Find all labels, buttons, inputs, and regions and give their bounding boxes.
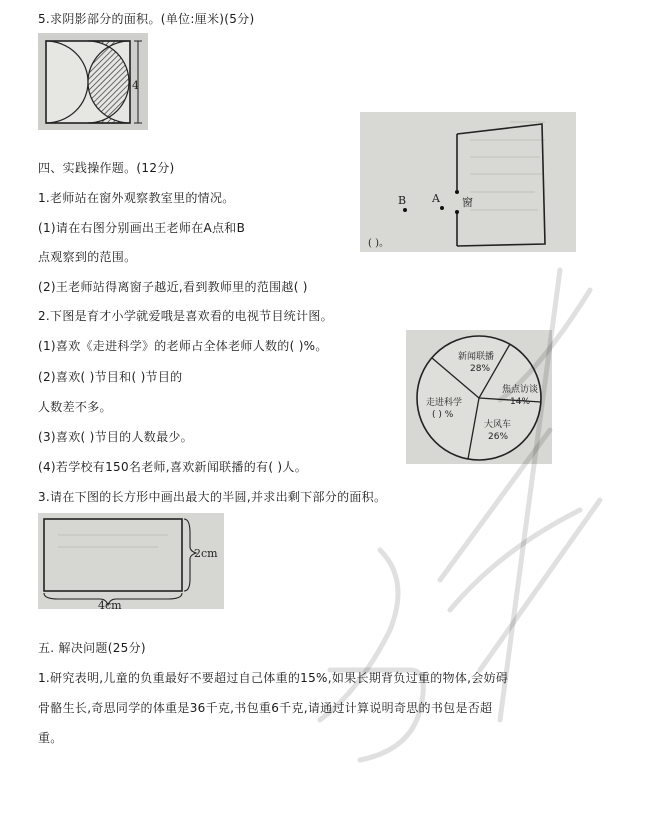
pie-slice-label-2: 大风车 [484,420,512,430]
label-window: 窗 [462,196,473,209]
section4-heading: 四、实践操作题。(12分) [38,161,175,175]
window-point-top [455,190,459,194]
pie-slice-label-0: 新闻联播 [458,352,495,362]
s5-q1-line2: 骨骼生长,奇思同学的体重是36千克,书包重6千克,请通过计算说明奇思的书包是否超 [38,701,493,715]
rectangle-figure-svg [38,513,224,609]
pie-slice-value-1: 14% [510,397,531,407]
s4-q2-sub2-line1: (2)喜欢( )节目和( )节目的 [38,370,183,384]
s4-q1-sub1-line1: (1)请在右图分别画出王老师在A点和B [38,221,246,235]
label-a: A [432,192,440,205]
q3-rectangle [44,519,182,591]
point-a [440,206,444,210]
s4-q2-sub1: (1)喜欢《走进科学》的老师占全体老师人数的( )%。 [38,339,328,353]
s4-q2-sub4: (4)若学校有150名老师,喜欢新闻联播的有( )人。 [38,460,307,474]
q5-figure [38,33,148,130]
pie-slice-label-3: 走进科学 [426,398,463,408]
q5-title: 5.求阴影部分的面积。(单位:厘米)(5分) [38,12,255,26]
pie-slice-value-3: ( ) % [432,410,454,420]
s4-q2-text: 2.下图是育才小学就爱哦是喜欢看的电视节目统计图。 [38,309,333,323]
q5-figure-svg [38,33,148,130]
s4-q1-sub2: (2)王老师站得离窗子越近,看到教师里的范围越( ) [38,280,308,294]
pie-slice-value-2: 26% [488,432,509,442]
s4-q1-text: 1.老师站在窗外观察教室里的情况。 [38,191,235,205]
window-point-bottom [455,210,459,214]
pie-slice-label-1: 焦点访谈 [502,385,539,395]
rectangle-figure [38,513,224,609]
s5-q1-line3: 重。 [38,731,63,745]
s4-q1-sub1-line2: 点观察到的范围。 [38,250,137,264]
pie-chart-svg [406,330,552,464]
s4-q2-sub3: (3)喜欢( )节目的人数最少。 [38,430,193,444]
window-figure-svg [360,112,576,252]
room-outline [457,124,545,246]
s5-q1-line1: 1.研究表明,儿童的负重最好不要超过自己体重的15%,如果长期背负过重的物体,会妨碍 [38,671,509,685]
point-b [403,208,407,212]
height-label: 2cm [194,547,218,560]
width-label: 4cm [98,599,122,609]
pie-figure [406,330,552,464]
figure-paren-text: ( )。 [368,238,389,249]
s4-q2-sub2-line2: 人数差不多。 [38,400,112,414]
label-b: B [398,194,407,207]
s4-q3-text: 3.请在下图的长方形中画出最大的半圆,并求出剩下部分的面积。 [38,490,387,504]
pie-slice-value-0: 28% [470,364,491,374]
watermark [300,250,630,770]
q5-dim-label: 4 [132,79,139,92]
section5-heading: 五. 解决问题(25分) [38,641,146,655]
window-figure [360,112,576,252]
